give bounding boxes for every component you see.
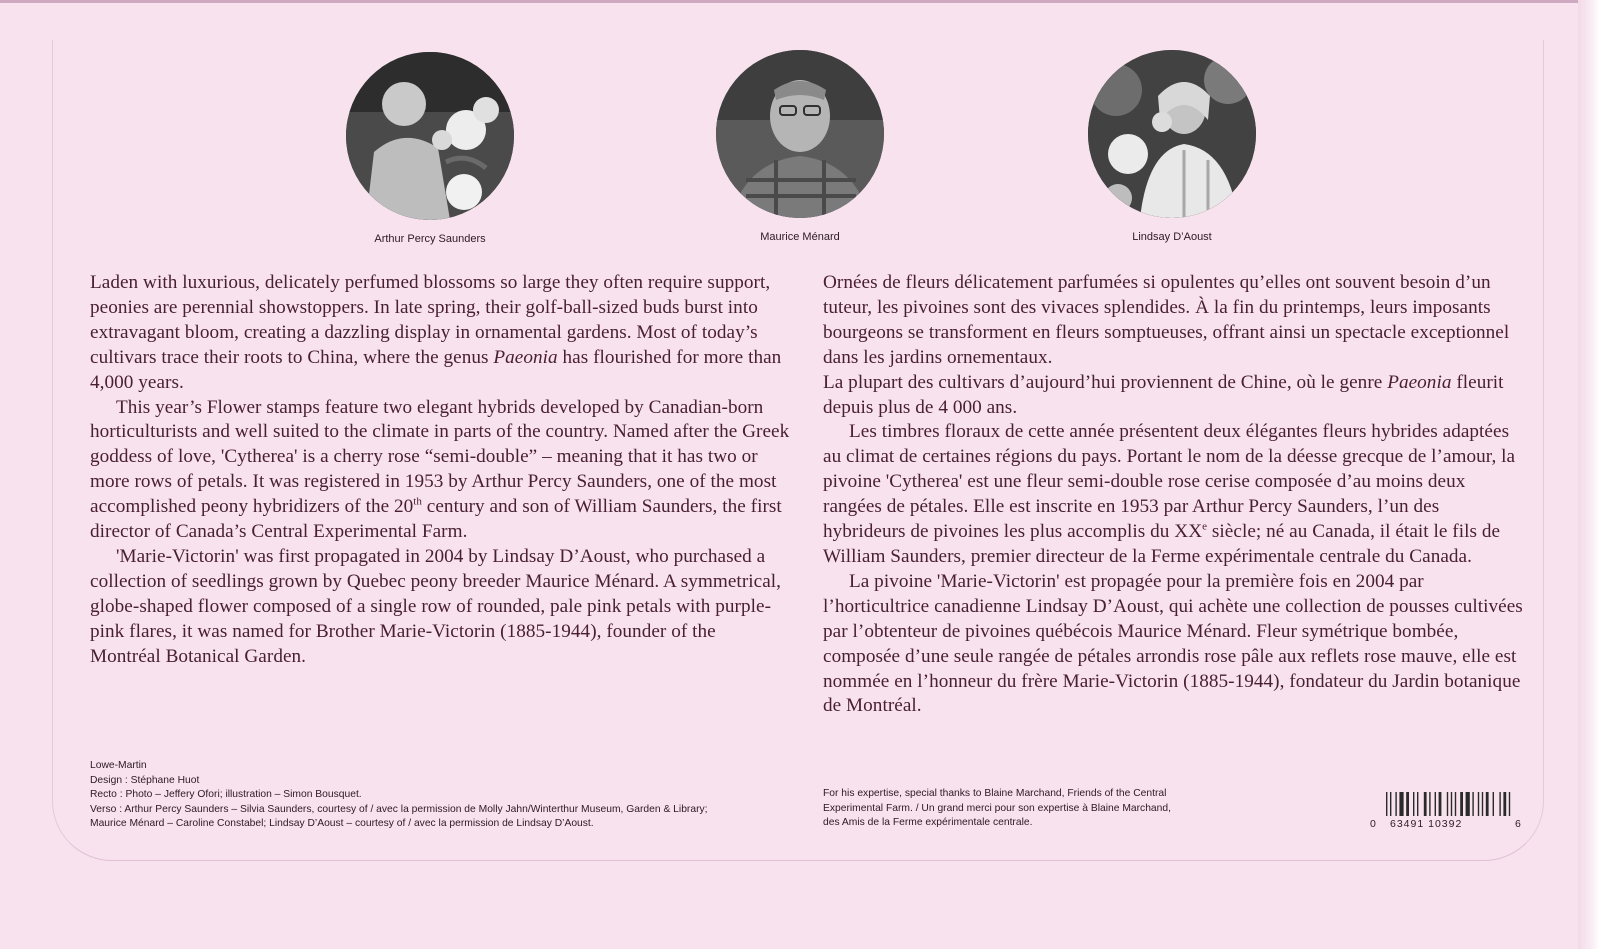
barcode-bar <box>1439 792 1442 816</box>
english-paragraph-1: Laden with luxurious, delicately perfumed blossoms so large they often require support, peonies are perennial showstoppers. In late spring, their golf-ball-sized buds burst into extravagant bloom, creating a dazzling display in ornamental gardens. Most of today’s cultivars trace their roots to China, where the genus Paeonia has flourished for more than 4,000 years. <box>90 272 782 393</box>
thanks-line-2: Experimental Farm. / Un grand merci pour son expertise à Blaine Marchand, <box>823 802 1171 814</box>
caption-arthur-percy-saunders: Arthur Percy Saunders <box>374 233 486 245</box>
barcode-bar <box>1417 792 1418 816</box>
barcode-bar <box>1429 792 1430 816</box>
barcode-bar <box>1395 792 1396 816</box>
french-paragraph-2: Les timbres floraux de cette année présentent deux élégantes fleurs hybrides adaptées au climat de certaines régions du pays. Portant le nom de la déesse grecque de l’amour, la pivoine 'Cytherea' est une fleur semi-double rose cerise composée d’au moins deux rangées de pétales. Elle est inscrite en 1953 par Arthur Percy Saunders, l’un des hybrideurs de pivoines les plus accomplis du XXe siècle; né au Canada, il était le fils de William Saunders, premier directeur de la Ferme expérimentale centrale du Canada. <box>823 421 1516 567</box>
barcode-bar <box>1386 792 1387 816</box>
barcode-lead-digit: 0 <box>1370 818 1376 830</box>
barcode-bars <box>1386 792 1522 816</box>
barcode-bar <box>1413 792 1414 816</box>
credit-verso-continued: Maurice Ménard – Caroline Constabel; Lindsay D’Aoust – courtesy of / avec la permission de Lindsay D’Aoust. <box>90 818 594 830</box>
english-paragraph-3: 'Marie-Victorin' was first propagated in 2004 by Lindsay D’Aoust, who purchased a collection of seedlings grown by Quebec peony breeder Maurice Ménard. A symmetrical, globe-shaped flower composed of a single row of rounded, pale pink petals with purple-pink flares, it was named for Brother Marie-Victorin (1885-1944), founder of the Montréal Botanical Garden. <box>90 545 781 667</box>
portrait-arthur-percy-saunders <box>346 52 514 220</box>
barcode-bar <box>1424 792 1427 816</box>
barcode-bar <box>1451 792 1452 816</box>
barcode-bar <box>1493 792 1494 816</box>
credit-verso: Verso : Arthur Percy Saunders – Silvia Saunders, courtesy of / avec la permission de Molly Jahn/Winterthur Museum, Garden & Library; <box>90 803 708 815</box>
thanks-line-3: des Amis de la Ferme expérimentale centrale. <box>823 817 1033 829</box>
caption-maurice-menard: Maurice Ménard <box>760 231 840 243</box>
portrait-lindsay-daoust <box>1088 50 1256 218</box>
english-paragraph-2: This year’s Flower stamps feature two elegant hybrids developed by Canadian-born horticulturists and well suited to the climate in parts of the country. Named after the Greek goddess of love, 'Cytherea' is a cherry rose “semi-double” – meaning that it has two or more rows of petals. It was registered in 1953 by Arthur Percy Saunders, one of the most accomplished peony hybridizers of the 20th century and son of William Saunders, the first director of Canada’s Central Experimental Farm. <box>90 396 790 543</box>
barcode-bar <box>1455 792 1456 816</box>
barcode-bar <box>1472 792 1473 816</box>
english-text-column <box>90 271 790 670</box>
barcode-bar <box>1390 792 1391 816</box>
barcode-bar <box>1466 792 1470 816</box>
genus-paeonia: Paeonia <box>493 346 558 368</box>
barcode-bar <box>1509 792 1510 816</box>
credit-design: Design : Stéphane Huot <box>90 774 200 786</box>
thanks-line-1: For his expertise, special thanks to Blaine Marchand, Friends of the Central <box>823 788 1167 799</box>
barcode-bar <box>1406 792 1409 816</box>
barcode-bar <box>1503 792 1506 816</box>
barcode-check-digit: 6 <box>1515 818 1521 830</box>
barcode-bar <box>1499 792 1500 816</box>
barcode-bar <box>1447 792 1448 816</box>
barcode-bar <box>1435 792 1436 816</box>
barcode-bar <box>1399 792 1403 816</box>
french-paragraph-3: La pivoine 'Marie-Victorin' est propagée pour la première fois en 2004 par l’horticultrice canadienne Lindsay D’Aoust, qui achète une collection de pousses cultivées par l’obtenteur de pivoines québécois Maurice Ménard. Fleur symétrique bombée, composée d’une seule rangée de pétales arrondis rose pâle aux reflets rose mauve, elle est nommée en l’honneur du frère Marie-Victorin (1885-1944), fondateur du Jardin botanique de Montréal. <box>823 570 1523 717</box>
barcode-bar <box>1482 792 1483 816</box>
french-paragraph-1: Ornées de fleurs délicatement parfumées si opulentes qu’elles ont souvent besoin d’un tuteur, les pivoines sont des vivaces splendides. À la fin du printemps, leurs imposants bourgeons se transforment en fleurs somptueuses, offrant ainsi un spectacle exceptionnel dans les jardins ornementaux. <box>823 272 1510 368</box>
barcode-digits: 63491 10392 <box>1390 818 1463 830</box>
barcode-bar <box>1478 792 1479 816</box>
envelope-top-edge <box>0 0 1600 3</box>
genre-paeonia: Paeonia <box>1387 371 1452 393</box>
credit-recto: Recto : Photo – Jeffery Ofori; illustration – Simon Bousquet. <box>90 789 362 801</box>
barcode-bar <box>1486 792 1489 816</box>
french-paragraph-1b: La plupart des cultivars d’aujourd’hui proviennent de Chine, où le genre Paeonia fleurit depuis plus de 4 000 ans. <box>823 371 1504 418</box>
credits-block <box>90 759 708 832</box>
credit-printer: Lowe-Martin <box>90 760 147 771</box>
french-text-column <box>823 271 1523 719</box>
envelope-right-edge <box>1578 0 1600 949</box>
barcode-bar <box>1460 792 1463 816</box>
portrait-maurice-menard <box>716 50 884 218</box>
caption-lindsay-daoust: Lindsay D’Aoust <box>1132 231 1212 243</box>
thanks-block <box>823 787 1171 831</box>
